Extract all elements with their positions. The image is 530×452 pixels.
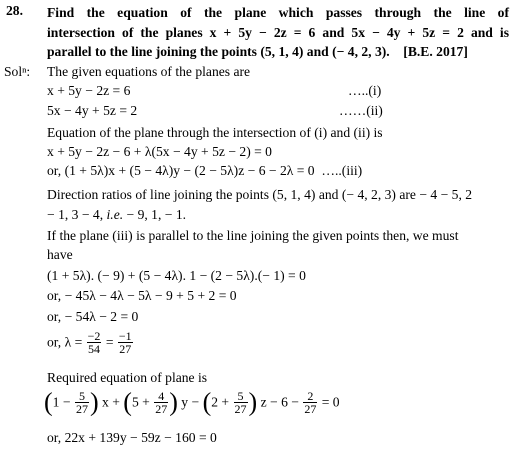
plane-equation-expanded: [47, 163, 362, 179]
final-fraction-3: [234, 390, 248, 415]
plane-equation-tag: …..(iii): [321, 163, 363, 178]
final-y-term: y −: [177, 394, 203, 410]
question-line-3-text: parallel to the line joining the points (5, 1, 4) and (− 4, 2, 3).: [47, 44, 390, 59]
question-line-2: intersection of the planes x + 5y − 2z = 6 and 5x − 4y + 5z = 2 and is: [47, 24, 509, 40]
plane-intro: Equation of the plane through the intersection of (i) and (ii) is: [47, 125, 383, 140]
lambda-fraction-1-num: −2: [87, 329, 101, 343]
final-p3-pre: 2 +: [211, 394, 233, 410]
final-fraction-2-num: 4: [154, 390, 168, 403]
final-eq-zero: = 0: [318, 394, 340, 410]
equation-1: x + 5y − 2z = 6: [47, 83, 131, 98]
direction-ratios-post: − 9, 1, − 1.: [123, 207, 187, 222]
question-text: [47, 3, 509, 62]
final-fraction-2-den: 27: [155, 402, 168, 416]
parallel-condition-line-2: have: [47, 247, 73, 262]
final-fraction-2: [154, 390, 168, 415]
condition-step-3: or, − 54λ − 2 = 0: [47, 309, 139, 324]
lambda-prefix: or, λ =: [47, 334, 86, 350]
direction-ratios-line-2: [47, 207, 186, 223]
final-fraction-4-num: 2: [303, 390, 317, 403]
final-fraction-1-num: 5: [75, 390, 89, 403]
equation-2-tag: ……(ii): [339, 103, 383, 118]
paren-open-1: (: [44, 387, 53, 417]
paren-close-2: ): [169, 387, 178, 417]
lambda-fraction-2-den: 27: [119, 342, 132, 356]
paren-open-2: (: [123, 387, 132, 417]
final-fraction-1-den: 27: [75, 402, 88, 416]
question-reference: [B.E. 2017]: [403, 44, 468, 59]
solution-label: Solⁿ:: [4, 64, 31, 79]
lambda-fraction-1: [87, 330, 102, 355]
question-line-1: Find the equation of the plane which passes through the line of: [47, 5, 509, 20]
final-fraction-1: [75, 390, 89, 415]
final-fraction-4: [303, 390, 317, 415]
direction-ratios-line-1: Direction ratios of line joining the points (5, 1, 4) and (− 4, 2, 3) are − 4 − 5, 2: [47, 187, 473, 202]
plane-equation-expanded-text: or, (1 + 5λ)x + (5 − 4λ)y − (2 − 5λ)z − 6 − 2λ = 0: [47, 163, 315, 178]
lambda-fraction-1-den: 54: [88, 342, 101, 356]
question-line-3: [47, 42, 509, 62]
lambda-equals: =: [102, 334, 117, 350]
equation-2: 5x − 4y + 5z = 2: [47, 103, 138, 118]
final-equation: [44, 387, 340, 417]
final-p1-pre: 1 −: [52, 394, 74, 410]
condition-step-1: (1 + 5λ). (− 9) + (5 − 4λ). 1 − (2 − 5λ).(− 1) = 0: [47, 268, 306, 283]
lambda-value: [47, 330, 134, 355]
direction-ratios-ie: i.e.: [106, 207, 124, 222]
final-z-term: z − 6 −: [257, 394, 303, 410]
condition-step-2: or, − 45λ − 4λ − 5λ − 9 + 5 + 2 = 0: [47, 288, 237, 303]
paren-open-3: (: [202, 387, 212, 417]
direction-ratios-pre: − 1, 3 − 4,: [47, 207, 107, 222]
lambda-fraction-2-num: −1: [118, 329, 132, 343]
paren-close-3: ): [248, 387, 258, 417]
final-fraction-4-den: 27: [304, 402, 317, 416]
lambda-fraction-2: [118, 330, 133, 355]
final-fraction-3-den: 27: [234, 402, 247, 416]
final-answer: or, 22x + 139y − 59z − 160 = 0: [47, 430, 217, 445]
plane-equation: x + 5y − 2z − 6 + λ(5x − 4y + 5z − 2) = 0: [47, 144, 272, 159]
paren-close-1: ): [89, 387, 99, 417]
final-p2-pre: 5 +: [131, 394, 154, 410]
question-number: 28.: [6, 3, 23, 18]
equation-1-tag: …..(i): [348, 83, 382, 98]
parallel-condition-line-1: If the plane (iii) is parallel to the line joining the given points then, we must: [47, 228, 459, 243]
final-x-term: x +: [98, 394, 124, 410]
final-fraction-3-num: 5: [234, 390, 248, 403]
required-equation-label: Required equation of plane is: [47, 370, 208, 385]
solution-intro: The given equations of the planes are: [47, 64, 251, 79]
